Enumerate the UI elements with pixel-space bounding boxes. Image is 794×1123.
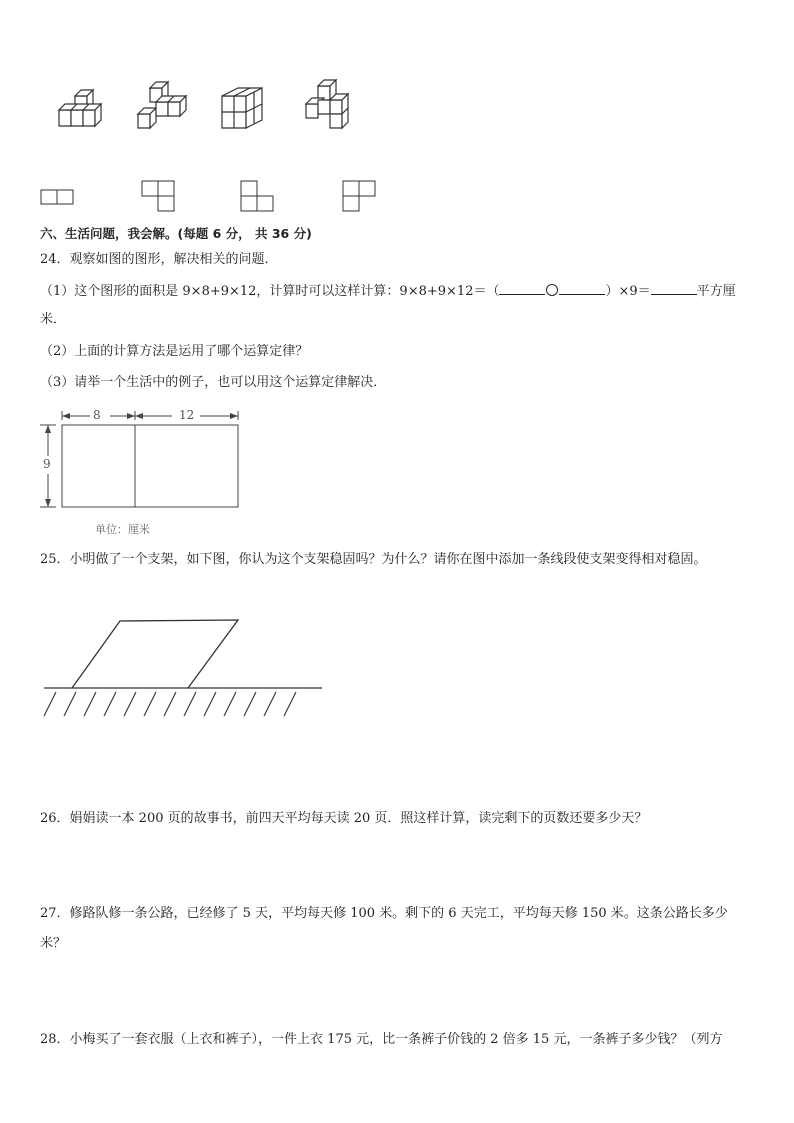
- q24-part1-text-b: ）×9＝: [605, 284, 651, 299]
- q28-text: 28．小梅买了一套衣服（上衣和裤子），一件上衣 175 元，比一条裤子价钱的 2 倍多 15 元，一条裤子多少钱？（列方: [40, 1032, 723, 1047]
- view-figures-row: [0, 178, 794, 218]
- cube-figure-3: [222, 88, 262, 128]
- dim-label-9: 9: [43, 457, 51, 471]
- q24-part1: [40, 281, 736, 301]
- view-figure-4: [343, 181, 375, 211]
- q24-part1-text-a: （1）这个图形的面积是 9×8+9×12，计算时可以这样计算：9×8+9×12＝（: [40, 284, 500, 299]
- rectangle-outline: [62, 425, 238, 507]
- bracket-frame: [72, 620, 238, 688]
- dim-label-12: 12: [179, 408, 195, 422]
- q24-part1-text-c: 平方厘: [696, 284, 736, 299]
- q24-part2: （2）上面的计算方法是运用了哪个运算定律？: [40, 344, 309, 359]
- cube-figures-row: [0, 0, 794, 140]
- view-figure-1: [41, 190, 73, 204]
- q26-text: 26．娟娟读一本 200 页的故事书，前四天平均每天读 20 页．照这样计算，读完剩下的页数还要多少天？: [40, 811, 648, 826]
- operator-circle[interactable]: [546, 284, 558, 296]
- answer-blank-2[interactable]: [559, 281, 605, 295]
- q24-rectangle-diagram: [30, 408, 270, 538]
- cube-figure-1: [59, 90, 101, 126]
- q25-bracket-diagram: [38, 605, 348, 725]
- view-figure-2: [142, 181, 174, 211]
- cube-figure-2: [138, 82, 186, 128]
- view-figure-3: [241, 181, 273, 211]
- answer-blank-3[interactable]: [651, 281, 697, 295]
- answer-blank-1[interactable]: [499, 281, 545, 295]
- dim-label-8: 8: [93, 408, 101, 422]
- cube-figure-4: [306, 80, 348, 128]
- q27-line1: 27．修路队修一条公路，已经修了 5 天，平均每天修 100 米。剩下的 6 天完工，平均每天修 150 米。这条公路长多少: [40, 906, 728, 921]
- q24-stem: 24．观察如图的图形，解决相关的问题．: [40, 252, 278, 267]
- q25-text: 25．小明做了一个支架，如下图，你认为这个支架稳固吗？为什么？请你在图中添加一条线段使支架变得相对稳固。: [40, 552, 707, 567]
- unit-label: 单位：厘米: [95, 523, 150, 536]
- q24-part3: （3）请举一个生活中的例子，也可以用这个运算定律解决．: [40, 375, 387, 390]
- q27-line2: 米？: [40, 936, 67, 951]
- section-title: 六、生活问题，我会解。(每题 6 分， 共 36 分): [40, 226, 312, 241]
- q24-part1-line2: 米．: [40, 312, 67, 327]
